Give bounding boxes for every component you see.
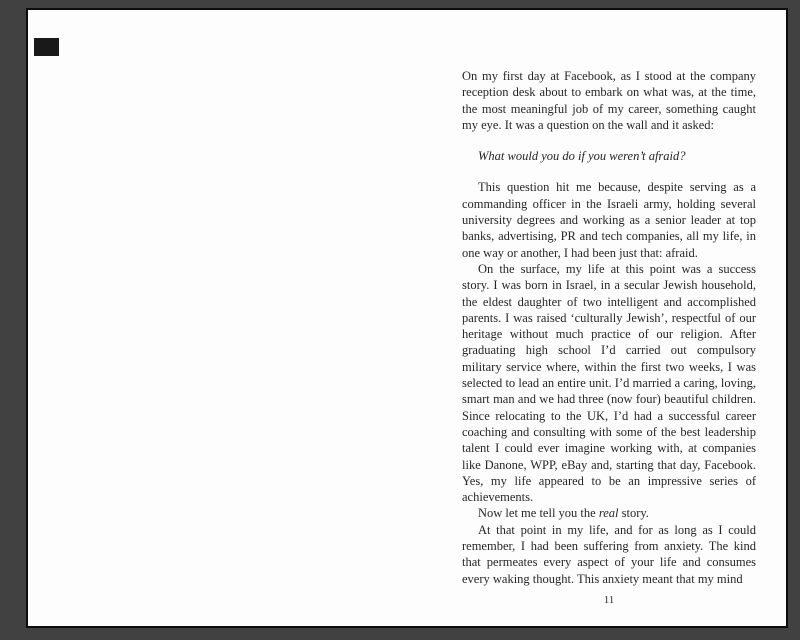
book-page — [26, 8, 788, 628]
corner-marker — [34, 38, 59, 56]
body-paragraph: On the surface, my life at this point was a success story. I was born in Israel, in a secular Jewish household, the eldest daughter of two intelligent and accomplished parents. I was raised ‘culturally Jewish’, respectful of our heritage without much practice of our religion. After graduating high school I’d carried out compulsory military service where, within the first two weeks, I was selected to lead an entire unit. I’d married a caring, loving, smart man and we had three (now four) beautiful children. Since relocating to the UK, I’d had a successful career coaching and consulting with some of the best leadership talent I could ever imagine working with, at companies like Danone, WPP, eBay and, starting that day, Facebook. Yes, my life appeared to be an impressive series of achievements. — [462, 261, 756, 505]
body-paragraph: At that point in my life, and for as long as I could remember, I had been suffering from anxiety. The kind that permeates every aspect of your life and consumes every waking thought. This anxiety meant that my mind — [462, 522, 756, 586]
text-column — [462, 68, 756, 587]
body-paragraph: This question hit me because, despite serving as a commanding officer in the Israeli army, holding several university degrees and working as a senior leader at top banks, advertising, PR and tech companies, all my life, in one way or another, I had been just that: afraid. — [462, 180, 756, 260]
body-paragraph: On my first day at Facebook, as I stood at the company reception desk about to embark on what was, at the time, the most meaningful job of my career, something caught my eye. It was a question on the wall and it asked: — [462, 69, 756, 132]
question-paragraph: What would you do if you weren’t afraid? — [478, 149, 686, 164]
body-paragraph: Now let me tell you the real story. — [478, 506, 649, 521]
page-number: 11 — [603, 594, 615, 606]
